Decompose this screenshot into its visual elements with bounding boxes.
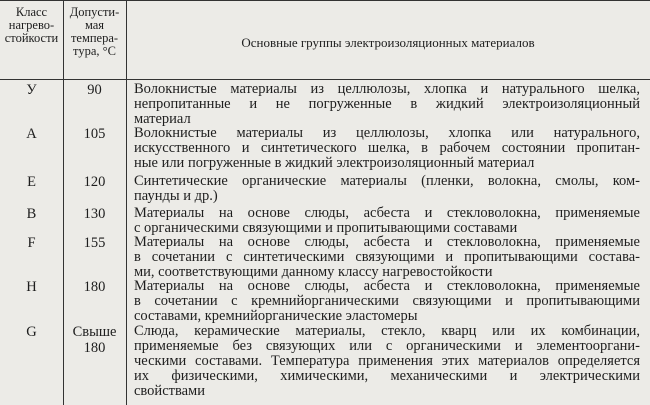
row-temperature: 155 xyxy=(83,235,106,251)
description-line: в сочетании с кремнийорганическими связующими и пропитывающими xyxy=(134,294,640,309)
row-class: F xyxy=(27,235,36,251)
description-line: составами, кремнийорганические эластомеры xyxy=(134,309,418,324)
description-line: с органическими связующими и пропитывающими составами xyxy=(134,221,518,236)
row-class: А xyxy=(26,126,37,142)
header-class-line: нагрево- xyxy=(8,18,55,32)
row-description xyxy=(134,126,640,171)
row-class: Н xyxy=(26,279,37,295)
row-class: У xyxy=(26,82,37,98)
row-temperature: 90 xyxy=(87,82,102,98)
header-temperature xyxy=(63,6,126,58)
description-line: Материалы на основе слюды, асбеста и стекловолокна, применяемые xyxy=(134,235,640,250)
description-line: искусственного и синтетического шелка, в рабочем состоянии пропитан- xyxy=(134,141,640,156)
description-line: непропитанные и не погруженные в жидкий электроизоляционный xyxy=(134,97,640,112)
description-line: ные или погруженные в жидкий электроизоляционный материал xyxy=(134,156,535,171)
row-description xyxy=(134,235,640,280)
row-description xyxy=(134,174,640,204)
row-temperature: 105 xyxy=(83,126,106,142)
row-temperature: 180 xyxy=(83,279,106,295)
description-line: Материалы на основе слюды, асбеста и стекловолокна, применяемые xyxy=(134,279,640,294)
description-line: их физическими, химическими, механическими и электрическими xyxy=(134,369,640,384)
row-class: В xyxy=(26,206,37,222)
column-divider xyxy=(126,0,127,405)
header-temp-line: темпера- xyxy=(70,31,119,45)
row-class: G xyxy=(26,324,37,340)
description-line: Материалы на основе слюды, асбеста и стекловолокна, применяемые xyxy=(134,206,640,221)
description-line: свойствами xyxy=(134,384,205,399)
description-line: ми, соответствующими данному классу нагревостойкости xyxy=(134,265,493,280)
header-class-line: стойкости xyxy=(4,31,59,45)
description-line: в сочетании с синтетическими связующими и пропитывающими состава- xyxy=(134,250,640,265)
description-line: Синтетические органические материалы (пленки, волокна, смолы, ком- xyxy=(134,174,640,189)
description-line: ческими составами. Температура применения этих материалов определяется xyxy=(134,354,640,369)
header-class xyxy=(0,6,63,45)
header-description: Основные группы электроизоляционных материалов xyxy=(241,35,535,50)
row-temperature xyxy=(63,324,126,356)
row-description xyxy=(134,82,640,127)
header-temp-line: тура, °С xyxy=(73,44,116,58)
row-temperature-line: Свыше xyxy=(72,324,117,340)
row-description xyxy=(134,324,640,399)
description-line: Волокнистые материалы из целлюлозы, хлопка и натурального шелка, xyxy=(134,82,640,97)
header-temp-line: Допусти- xyxy=(69,5,120,19)
row-class: Е xyxy=(27,174,36,190)
description-line: Волокнистые материалы из целлюлозы, хлопка или натурального, xyxy=(134,126,640,141)
header-class-line: Класс xyxy=(15,5,48,19)
description-line: Слюда, керамические материалы, стекло, кварц или их комбинации, xyxy=(134,324,640,339)
description-line: применяемые без связующих или с органическими и элементооргани- xyxy=(134,339,640,354)
row-description xyxy=(134,279,640,324)
row-temperature: 130 xyxy=(83,206,106,222)
description-line: паунды и др.) xyxy=(134,189,218,204)
row-temperature-line: 180 xyxy=(83,340,106,356)
row-description xyxy=(134,206,640,236)
header-temp-line: мая xyxy=(84,18,105,32)
description-line: материал xyxy=(134,112,191,127)
row-temperature: 120 xyxy=(83,174,106,190)
